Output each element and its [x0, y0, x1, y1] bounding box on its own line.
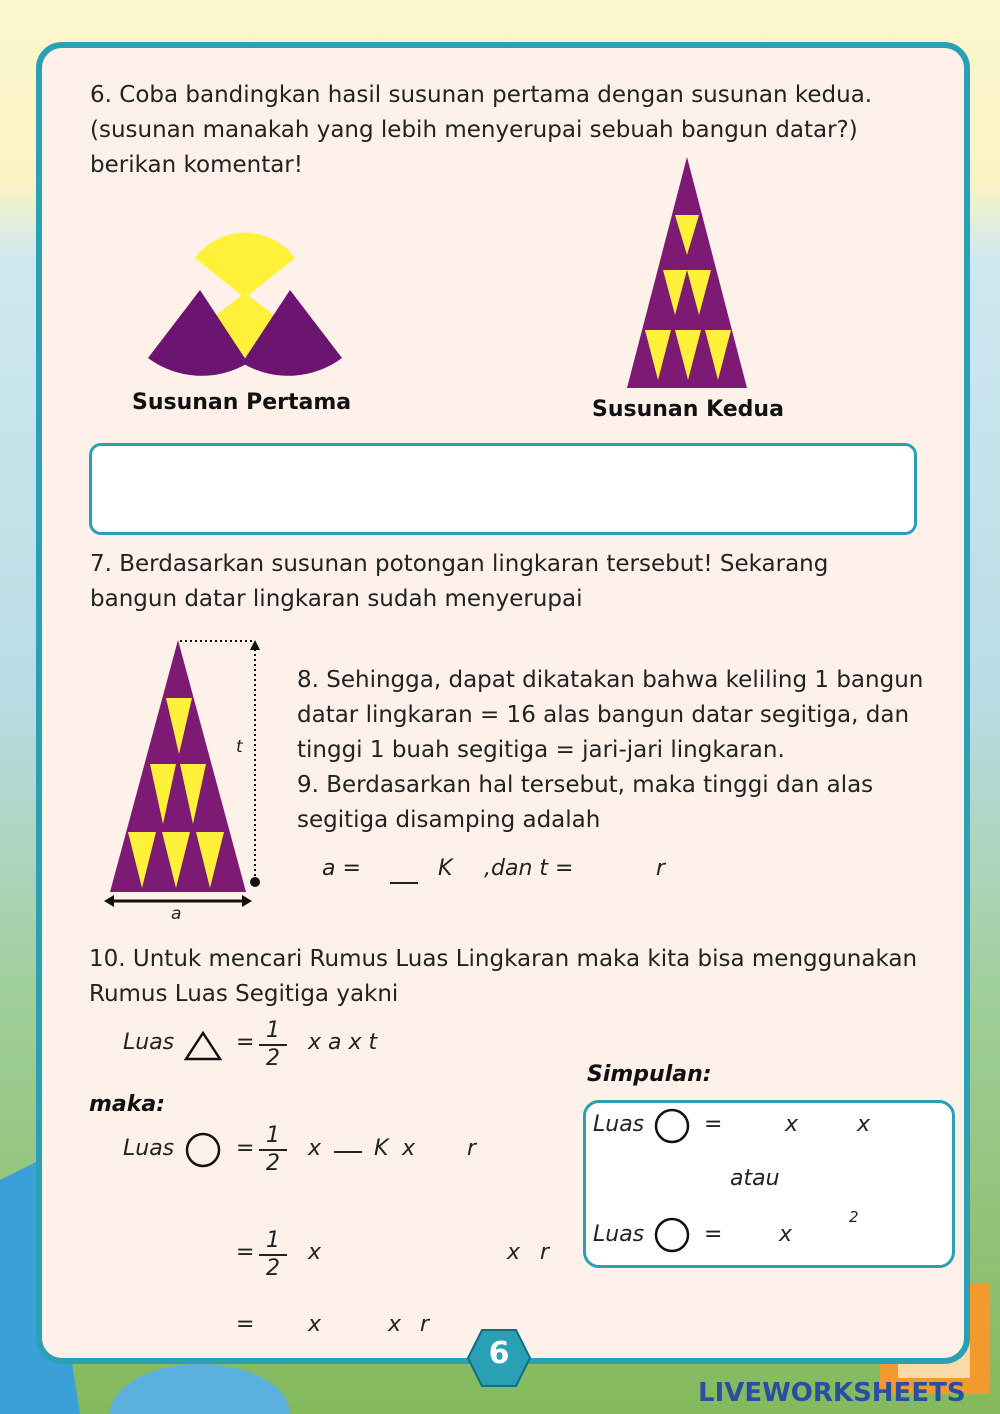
sum-exponent: 2 — [849, 1208, 859, 1226]
q9-line1: 9. Berdasarkan hal tersebut, maka tinggi dan alas — [297, 772, 874, 798]
caption-first-arrangement: Susunan Pertama — [132, 390, 352, 415]
circ3-x1: x — [308, 1312, 322, 1337]
k-symbol: K — [438, 856, 453, 881]
q10-line1: 10. Untuk mencari Rumus Luas Lingkaran maka kita bisa menggunakan — [89, 946, 918, 972]
liveworksheets-logo: LIVEWORKSHEETS — [698, 1378, 966, 1408]
sum-input3[interactable] — [880, 1108, 940, 1138]
tri-rest: x a x t — [308, 1030, 378, 1055]
first-arrangement-figure — [140, 218, 350, 383]
circ3-input2[interactable] — [330, 1310, 385, 1340]
sum-input5[interactable] — [800, 1218, 845, 1248]
sum-input1[interactable] — [728, 1108, 778, 1138]
circ1-fraction — [259, 1124, 287, 1176]
circ3-r: r — [420, 1312, 430, 1337]
tri-frac-num: 1 — [266, 1018, 280, 1043]
circle-icon — [653, 1216, 691, 1254]
circ3-x2: x — [388, 1312, 402, 1337]
circ1-k: K — [374, 1136, 389, 1161]
tri-equals: = — [236, 1030, 255, 1055]
q6-answer-input[interactable] — [89, 443, 917, 535]
simpulan-title: Simpulan: — [587, 1062, 712, 1087]
sum-x3: x — [779, 1222, 793, 1247]
circ3-input1[interactable] — [258, 1310, 306, 1340]
sum-x2: x — [857, 1112, 871, 1137]
circ1-frac-den: 2 — [266, 1151, 280, 1176]
q8-line2: datar lingkaran = 16 alas bangun datar segitiga, dan — [297, 702, 910, 728]
caption-second-arrangement: Susunan Kedua — [592, 397, 784, 422]
circ2-equals: = — [236, 1240, 255, 1265]
sum-luas1: Luas — [593, 1112, 645, 1137]
circ1-equals: = — [236, 1136, 255, 1161]
a-input[interactable] — [370, 855, 400, 885]
circ2-r: r — [540, 1240, 550, 1265]
sum-input2[interactable] — [805, 1108, 855, 1138]
circ2-frac-num: 1 — [266, 1228, 280, 1253]
circ1-r: r — [467, 1136, 477, 1161]
q8-line1: 8. Sehingga, dapat dikatakan bahwa keliling 1 bangun — [297, 667, 924, 693]
circ2-input[interactable] — [330, 1236, 500, 1268]
q6-line1: 6. Coba bandingkan hasil susunan pertama dengan susunan kedua. — [90, 82, 873, 108]
sum-eq2: = — [704, 1222, 723, 1247]
circ1-x2: x — [402, 1136, 416, 1161]
circ2-fraction — [259, 1229, 287, 1281]
a-equals: a = — [322, 856, 361, 881]
q6-line3: berikan komentar! — [90, 152, 303, 178]
circ2-x1: x — [308, 1240, 322, 1265]
q7-line2: bangun datar lingkaran sudah menyerupai — [90, 586, 583, 612]
circ1-num-input[interactable] — [334, 1122, 362, 1148]
q9-line2: segitiga disamping adalah — [297, 807, 601, 833]
circ1-input[interactable] — [420, 1134, 460, 1164]
circ2-frac-den: 2 — [266, 1256, 280, 1281]
circ2-x2: x — [507, 1240, 521, 1265]
q10-line2: Rumus Luas Segitiga yakni — [89, 981, 399, 1007]
r-symbol: r — [656, 856, 666, 881]
tri-fraction — [259, 1019, 287, 1071]
q8-line3: tinggi 1 buah segitiga = jari-jari lingkaran. — [297, 737, 785, 763]
circ3-equals: = — [236, 1312, 255, 1337]
sum-input4[interactable] — [728, 1218, 776, 1248]
circ-luas-label: Luas — [123, 1136, 175, 1161]
second-arrangement-figure — [625, 155, 750, 390]
circ1-x1: x — [308, 1136, 322, 1161]
circle-icon — [184, 1131, 222, 1169]
triangle-diagram — [100, 636, 270, 936]
sum-eq1: = — [704, 1112, 723, 1137]
dan-t-equals: ,dan t = — [484, 856, 574, 881]
tri-luas-label: Luas — [123, 1030, 175, 1055]
label-a: a — [171, 904, 182, 924]
q6-line2: (susunan manakah yang lebih menyerupai sebuah bangun datar?) — [90, 117, 858, 143]
maka-label: maka: — [89, 1092, 166, 1117]
circle-icon — [653, 1107, 691, 1145]
tri-frac-den: 2 — [266, 1046, 280, 1071]
triangle-icon — [183, 1030, 223, 1062]
sum-x1: x — [785, 1112, 799, 1137]
circ1-fraction-bar — [334, 1151, 362, 1153]
label-t: t — [236, 737, 243, 757]
t-input[interactable] — [590, 854, 650, 884]
circ1-frac-num: 1 — [266, 1123, 280, 1148]
sum-atau: atau — [730, 1166, 780, 1191]
q7-line1: 7. Berdasarkan susunan potongan lingkaran tersebut! Sekarang — [90, 551, 829, 577]
sum-luas2: Luas — [593, 1222, 645, 1247]
page-number: 6 — [488, 1336, 510, 1371]
